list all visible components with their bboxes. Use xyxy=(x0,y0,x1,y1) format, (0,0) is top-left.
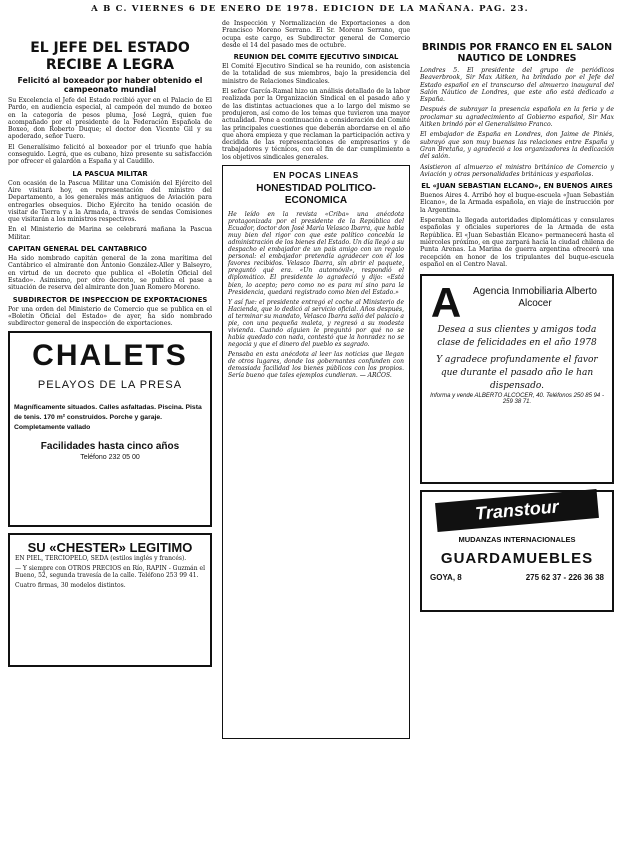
article-paragraph: Con ocasión de la Pascua Militar una Comisión del Ejército del Aire visitará hoy, en representación del ministro del Departamento, a los generales más antiguos de Aviación para entregarles obsequios. Dicho Ejército ha tenido ocasión de visitar de Tierra y a la Armada, a través de sendas Comisiones que visitarán a los ministros respectivos. xyxy=(8,179,212,224)
pocas-paragraph: Pensaba en esta anécdota al leer las noticias que llegan de otros lugares, donde los gobernantes confunden con demasiada facilidad los bienes públicos con los propios. Sería bueno que tales ejemplos cundieran. — ARCOS. xyxy=(228,350,404,380)
section-heading-elcano: EL «JUAN SEBASTIAN ELCANO», EN BUENOS AIRES xyxy=(421,182,613,191)
mudanzas-contact xyxy=(426,573,608,582)
section-heading-subdirector: SUBDIRECTOR DE INSPECCION DE EXPORTACIONES xyxy=(12,295,208,304)
article-paragraph: Su Excelencia el Jefe del Estado recibió ayer en el Palacio de El Pardo, en audiencia especial, al campeón del mundo de boxeo en la categoría de pesos pluma, José Legrá, quien fue acompañado por el presidente de la Federación Española de Boxeo, don Roberto Duque; el doctor don Vicente Gil y su apoderado, señor Tuero. xyxy=(8,97,212,141)
chalets-phone: Teléfono 232 05 00 xyxy=(80,454,140,462)
headline-brindis: BRINDIS POR FRANCO EN EL SALON NAUTICO DE LONDRES xyxy=(421,42,613,64)
article-paragraph: Esperaban la llegada autoridades diplomáticas y consulares españolas y oficiales superiores de la Armada de esta República. El «Juan Sebastián Elcano» permanecerá hasta el miércoles próximo, en que zarpará hacia la ciudad chilena de Punta Arenas. La Marina de guerra argentina ofrecerá una recepción en honor de los tripulantes del buque-escuela español en el Centro Naval. xyxy=(420,217,614,268)
article-paragraph: El embajador de España en Londres, don Jaime de Piniés, subrayó que son muy buenas las relaciones entre España y Gran Bretaña, y agradeció a los organizadores la dedicación del salón. xyxy=(420,131,614,161)
chalets-financing: Facilidades hasta cinco años xyxy=(40,441,180,453)
mudanzas-ad xyxy=(420,490,614,612)
chalets-description: Magníficamente situados. Calles asfaltadas. Piscina. Pista de tenis. 170 m² construidos. Porche y garaje. Completamente vallado xyxy=(14,404,202,432)
chester-line: Cuatro firmas, 30 modelos distintos. xyxy=(15,582,126,590)
chalets-ad xyxy=(8,331,212,527)
agencia-thanks: Y agradece profundamente el favor que durante el pasado año le han dispensado. xyxy=(436,355,598,392)
column-1 xyxy=(8,40,212,667)
mudanzas-address: GOYA, 8 xyxy=(430,573,462,583)
chester-line: — Y siempre con OTROS PRECIOS en Río, RAPIN - Guzmán el Bueno, 52, segunda travesía de la calle. Teléfono 253 99 41. xyxy=(15,565,205,580)
column-2 xyxy=(222,20,410,739)
article-paragraph: Ha sido nombrado capitán general de la zona marítima del Cantábrico el almirante don Antonio González-Aller y Balseyro, en virtud de un decreto que publica el «Boletín Oficial del Estado». Asimismo, por otro decreto, se publica el pase a situación de reserva del almirante don Juan Romero Moreno. xyxy=(8,255,212,292)
agencia-name: Agencia Inmobiliaria Alberto Alcocer xyxy=(473,286,597,310)
chester-title: SU «CHESTER» LEGITIMO xyxy=(27,540,193,556)
pocas-title: HONESTIDAD POLITICO-ECONOMICA xyxy=(256,183,376,207)
section-heading-comite: REUNION DEL COMITE EJECUTIVO SINDICAL xyxy=(233,53,399,62)
article-paragraph: Londres 5. El presidente del grupo de periódicos Beaverbrook, Sir Max Aitken, ha brindado por el Jefe del Estado español en el transcurso del almuerzo inaugural del Salón Náutico de Londres, que este año está dedicado a España. xyxy=(420,67,614,104)
mudanzas-guardamuebles: GUARDAMUEBLES xyxy=(440,550,594,568)
agencia-inmobiliaria-ad xyxy=(420,274,614,484)
pocas-paragraph: He leído en la revista «Criba» una anécdota protagonizada por el presidente de la República del Ecuador, doctor don José María Velasco Ibarra, que habla muy bien del rigor con que este político concebía la administración de los bienes del Estado. Un día llegó a su despacho el embajador de un país amigo con un regalo personal: el embajador pretendía agradecer con él los favores recibidos. Velasco Ibarra, sin abrir el paquete, preguntó qué era. «Un automóvil», respondió el diplomático. El presidente lo agradeció y dijo: «Está bien, lo acepto; pero como no es para mí sino para la Presidencia, quedará registrado como bien del Estado.» xyxy=(228,211,405,296)
pocas-paragraph: Y así fue: el presidente entregó el coche al Ministerio de Hacienda, que lo dedicó al servicio oficial. Años después, al terminar su mandato, Velasco Ibarra salió del palacio a pie, con una pequeña maleta, y regresó a su modesta vivienda. Cuando alguien le preguntó por qué no se había quedado con nada, contestó que la honradez no se negocia y que el dinero del pueblo es sagrado. xyxy=(228,298,404,348)
mudanzas-phone: 275 62 37 - 226 36 38 xyxy=(525,573,604,583)
agencia-greeting: Desea a sus clientes y amigos toda clase de felicidades en el año 1978 xyxy=(437,325,597,349)
article-paragraph: de Inspección y Normalización de Exportaciones a don Francisco Moreno Serrano. El Sr. Moreno Serrano, que ocupa este cargo, es Subdirector general de Comercio desde el 14 del pasado mes de octubre. xyxy=(222,20,410,49)
article-paragraph: Buenos Aires 4. Arribó hoy el buque-escuela «Juan Sebastián Elcano», de la Armada española, en viaje de instrucción por la Argentina. xyxy=(420,192,614,214)
section-heading-pascua: LA PASCUA MILITAR xyxy=(72,169,148,178)
agencia-contact: Informa y vende ALBERTO ALCOCER, 40. Teléfonos 250 85 94 - 259 38 71. xyxy=(430,393,604,406)
section-heading-capitan: CAPITAN GENERAL DEL CANTABRICO xyxy=(8,245,147,254)
chalets-location: PELAYOS DE LA PRESA xyxy=(37,379,183,392)
headline-jefe-estado: EL JEFE DEL ESTADO RECIBE A LEGRA xyxy=(30,40,190,73)
article-paragraph: El Generalísimo felicitó al boxeador por el triunfo que había conseguido. Legrá, que es cubano, hizo presente su satisfacción por ofrecer el galardón a España y al Caudillo. xyxy=(8,143,212,166)
chester-line: EN PIEL, TERCIOPELO, SEDA (estilos inglés y francés). xyxy=(15,555,187,563)
chalets-title: CHALETS xyxy=(32,339,188,373)
mudanzas-logo: Transtour xyxy=(435,489,599,532)
en-pocas-lineas-box xyxy=(222,165,410,739)
article-paragraph: Después de subrayar la presencia española en la feria y de proclamar su agradecimiento al Gobierno español, Sir Max Aitken brindó por el Generalísimo Franco. xyxy=(420,106,614,129)
article-paragraph: En el Ministerio de Marina se celebrará mañana la Pascua Militar. xyxy=(8,226,212,241)
article-paragraph: Por una orden del Ministerio de Comercio que se publica en el «Boletín Oficial del Estado» de ayer, ha sido nombrado subdirector general de inspección de exportaciones. xyxy=(8,305,212,328)
pocas-tag: EN POCAS LINEAS xyxy=(273,170,359,181)
chester-ad xyxy=(8,533,212,667)
page-header: A B C. VIERNES 6 DE ENERO DE 1978. EDICION DE LA MAÑANA. PAG. 23. xyxy=(91,4,529,14)
article-paragraph: El Comité Ejecutivo Sindical se ha reunido, con asistencia de la totalidad de sus miembros, bajo la presidencia del ministro de Relaciones Sindicales. xyxy=(222,63,410,85)
column-3 xyxy=(420,40,614,612)
article-paragraph: El señor García-Ramal hizo un análisis detallado de la labor realizada por la Organización Sindical en el pasado año y de las distintas actuaciones que a lo largo del mismo se produjeron, así como de los temas que tuvieron una mayor actualidad. Pone a continuación a consideración del Comité las principales cuestiones que deberán abordarse en el año que ahora empieza y que reclaman la participación activa y decidida de las representaciones de empresarios y de trabajadores y técnicos, con el fin de dar cumplimiento a los objetivos sindicales generales. xyxy=(222,88,410,161)
subheadline-legra: Felicitó al boxeador por haber obtenido el campeonato mundial xyxy=(17,76,203,94)
agencia-logo: A xyxy=(430,279,462,327)
mudanzas-service: MUDANZAS INTERNACIONALES xyxy=(458,535,576,545)
article-paragraph: Asistieron al almuerzo el ministro británico de Comercio y Aviación y otras personalidades británicas y españolas. xyxy=(420,163,614,178)
